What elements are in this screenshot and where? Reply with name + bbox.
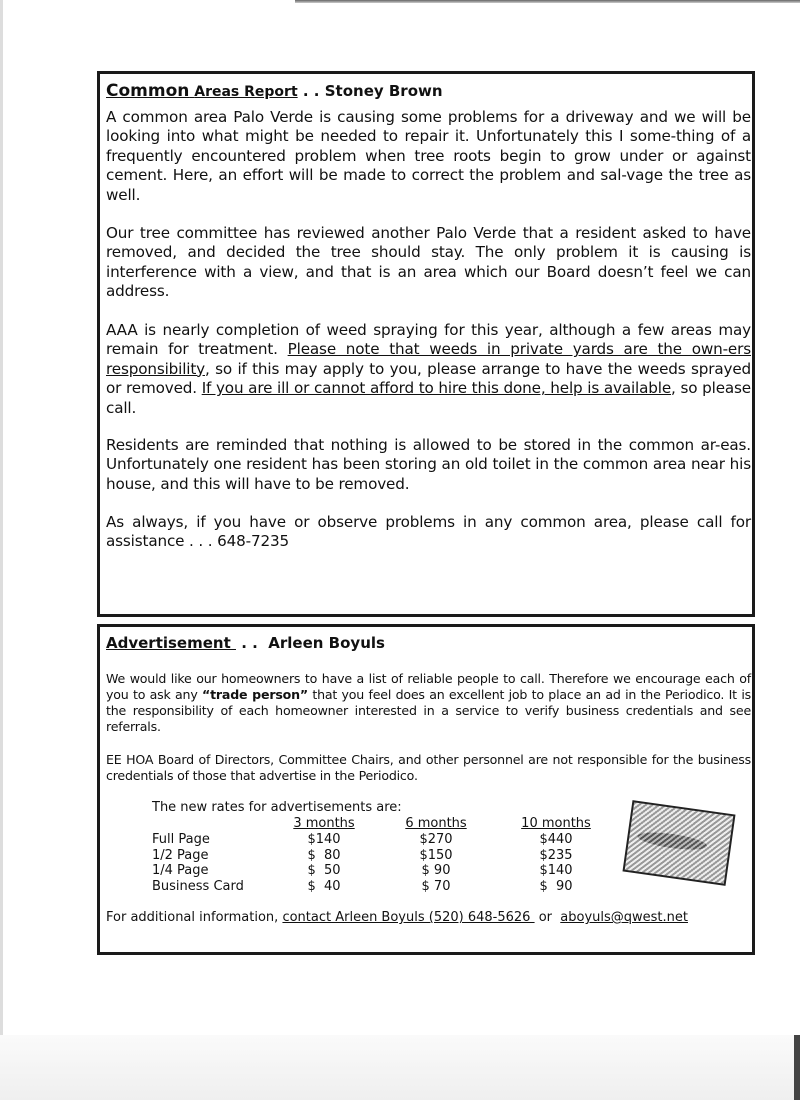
page-left-edge bbox=[0, 0, 3, 1100]
table-row bbox=[152, 848, 596, 864]
rate-cell: $ 90 bbox=[421, 863, 451, 879]
rate-cell: $ 70 bbox=[421, 879, 451, 895]
rates-header-row bbox=[152, 816, 596, 832]
rates-header-blank bbox=[152, 816, 292, 832]
page-top-edge bbox=[295, 0, 800, 3]
rates-header-10-months: 10 months bbox=[521, 816, 591, 831]
rates-header-6-months: 6 months bbox=[405, 816, 467, 831]
ad-rates-table bbox=[152, 816, 596, 895]
paragraph-trade-person: We would like our homeowners to have a list of reliable people to call. Therefore we encourage each of you to ask any “trade person” that you feel does an excellent job to place an ad in the Periodico. It is the responsibility of each homeowner interested in a service to verify business credentials and see referrals. bbox=[106, 671, 751, 734]
rate-cell: $140 bbox=[307, 831, 341, 847]
paragraph-weed-spraying: AAA is nearly completion of weed spraying for this year, although a few areas may remain for treatment. Please note that weeds in private yards are the own-ers responsibility, so if this may apply to you, please arrange to have the weeds sprayed or removed. If you are ill or cannot afford to hire this done, help is available, so please call. bbox=[106, 321, 751, 417]
heading-separator: . . bbox=[297, 82, 325, 100]
heading-title-main: Common bbox=[106, 81, 190, 101]
paragraph-storage-rule: Residents are reminded that nothing is allowed to be stored in the common ar-eas. Unfortunately one resident has been storing an old toilet in the common area near his house, and this will have to be removed. bbox=[106, 436, 751, 493]
contact-email-link[interactable]: aboyuls@qwest.net bbox=[560, 910, 688, 925]
table-row bbox=[152, 879, 596, 895]
rate-cell: $270 bbox=[419, 831, 453, 847]
rate-size-label: Business Card bbox=[152, 879, 244, 895]
rate-cell: $150 bbox=[419, 847, 453, 863]
heading-title-rest: Areas Report bbox=[194, 84, 298, 100]
table-row bbox=[152, 832, 596, 848]
rates-title: The new rates for advertisements are: bbox=[152, 800, 402, 815]
rates-header-3-months: 3 months bbox=[293, 816, 355, 831]
advertisement-author: Arleen Boyuls bbox=[268, 634, 385, 652]
common-areas-heading bbox=[106, 81, 443, 101]
rate-cell: $ 90 bbox=[539, 879, 573, 895]
rate-cell: $140 bbox=[539, 863, 573, 879]
rate-cell: $ 80 bbox=[307, 847, 341, 863]
trade-person-emphasis: “trade person” bbox=[202, 687, 308, 702]
rate-cell: $ 40 bbox=[307, 879, 341, 895]
rate-cell: $440 bbox=[539, 831, 573, 847]
contact-footer: For additional information, contact Arleen Boyuls (520) 648-5626 or aboyuls@qwest.net bbox=[106, 910, 688, 925]
advertisement-heading bbox=[106, 633, 385, 652]
table-row bbox=[152, 863, 596, 879]
paragraph-disclaimer: EE HOA Board of Directors, Committee Chairs, and other personnel are not responsible for the business credentials of those that advertise in the Periodico. bbox=[106, 752, 751, 783]
page-right-shade bbox=[794, 1035, 800, 1100]
page-bottom-shade bbox=[0, 1035, 800, 1100]
contact-phone-link[interactable]: contact Arleen Boyuls (520) 648-5626 bbox=[282, 910, 535, 925]
help-available-note: If you are ill or cannot afford to hire this done, help is available bbox=[201, 379, 672, 398]
advertisement-separator: . . bbox=[235, 634, 269, 652]
heading-author: Stoney Brown bbox=[324, 82, 443, 100]
rate-size-label: 1/4 Page bbox=[152, 863, 209, 879]
owners-responsibility-note: Please note that weeds in private yards are the own-ers responsibility bbox=[106, 340, 751, 378]
business-card-image bbox=[622, 800, 735, 886]
rate-size-label: 1/2 Page bbox=[152, 847, 209, 863]
rate-size-label: Full Page bbox=[152, 831, 210, 847]
advertisement-box bbox=[97, 624, 755, 955]
advertisement-title: Advertisement bbox=[106, 634, 236, 652]
rate-cell: $235 bbox=[539, 847, 573, 863]
paragraph-assistance-phone: As always, if you have or observe problems in any common area, please call for assistance . . . 648-7235 bbox=[106, 513, 751, 551]
common-areas-report-box bbox=[97, 71, 755, 617]
card-image-detail bbox=[637, 829, 708, 853]
paragraph-tree-committee: Our tree committee has reviewed another Palo Verde that a resident asked to have removed, and decided the tree should stay. The only problem it is causing is interference with a view, and that is an area which our Board doesn’t feel we can address. bbox=[106, 224, 751, 301]
paragraph-palo-verde-driveway: A common area Palo Verde is causing some problems for a driveway and we will be looking into what might be needed to repair it. Unfortunately this I some-thing of a frequently encountered problem when tree roots begin to grow under or against cement. Here, an effort will be made to correct the problem and sal-vage the tree as well. bbox=[106, 108, 751, 204]
rate-cell: $ 50 bbox=[307, 863, 341, 879]
